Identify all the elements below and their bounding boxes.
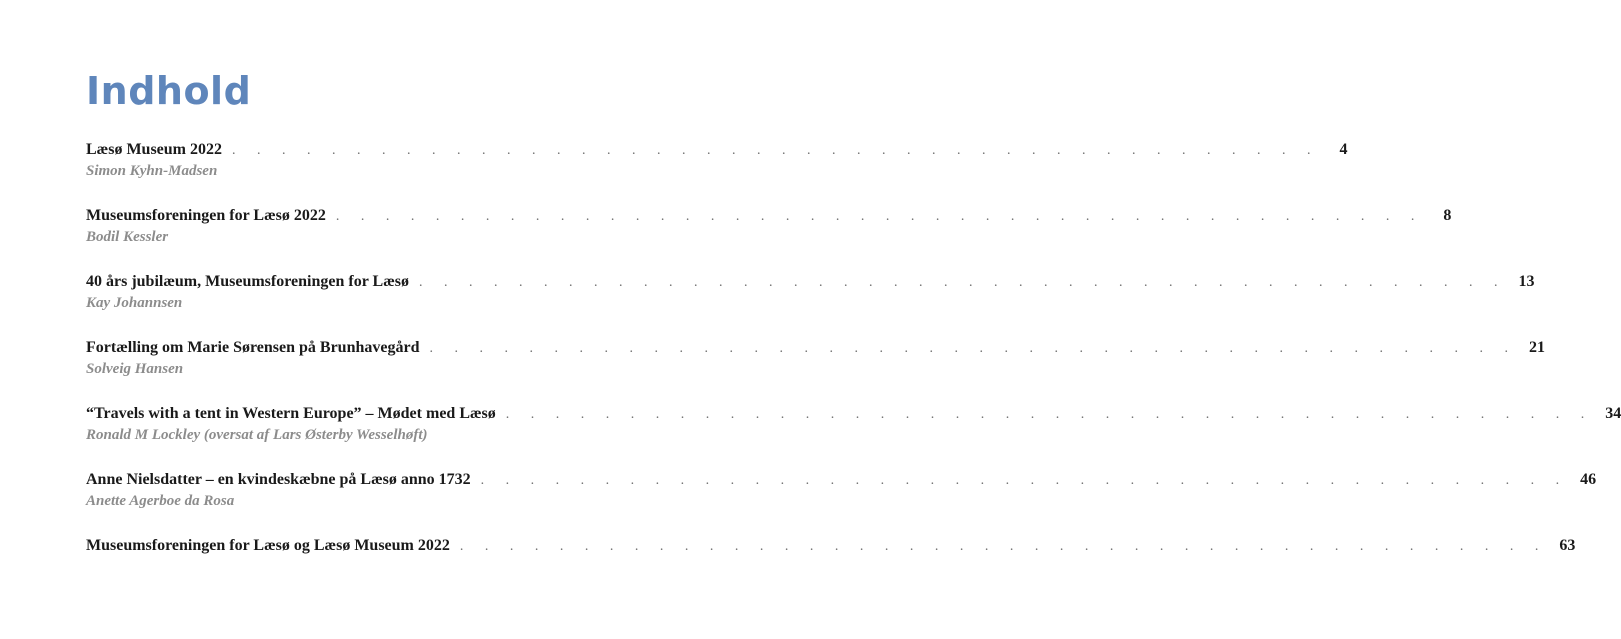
toc-entry-page: 4 [1339, 141, 1348, 158]
toc-entry-4[interactable] [86, 338, 1545, 380]
toc-entry-author: Kay Johannsen [86, 295, 183, 311]
toc-entry-title: Museumsforeningen for Læsø 2022 [86, 207, 326, 224]
toc-entry-line [86, 272, 1535, 292]
toc-entry-title: Fortælling om Marie Sørensen på Brunhavegård [86, 339, 420, 356]
toc-entry-author: Solveig Hansen [86, 361, 184, 377]
toc-entry-author: Bodil Kessler [86, 229, 169, 245]
toc-entry-line [86, 338, 1545, 358]
toc-entry-line [86, 140, 1348, 160]
toc-entry-2[interactable] [86, 206, 1452, 248]
toc-entry-author: Simon Kyhn-Madsen [86, 163, 218, 179]
toc-entry-page: 13 [1518, 273, 1535, 290]
toc-entry-title: “Travels with a tent in Western Europe” – Mødet med Læsø [86, 405, 496, 422]
toc-entry-title: Museumsforeningen for Læsø og Læsø Museum 2022 [86, 537, 450, 554]
toc-entry-line [86, 206, 1452, 226]
toc-entry-line [86, 470, 1597, 490]
toc-entry-7[interactable] [86, 536, 1576, 556]
dot-leader: . . . . . . . . . . . . . . . . . . . . . . . . . . . . . . . . . . . . . . . . . . . . [335, 209, 1424, 224]
toc-entry-page: 8 [1443, 207, 1452, 224]
toc-entry-title: 40 års jubilæum, Museumsforeningen for Læsø [86, 273, 409, 290]
toc-entry-6[interactable] [86, 470, 1597, 512]
toc-entry-page: 63 [1559, 537, 1576, 554]
dot-leader: . . . . . . . . . . . . . . . . . . . . . . . . . . . . . . . . . . . . . . . . . . . . [459, 539, 1548, 554]
toc-entry-author: Anette Agerboe da Rosa [86, 493, 235, 509]
toc-entry-title: Anne Nielsdatter – en kvindeskæbne på Læsø anno 1732 [86, 471, 471, 488]
dot-leader: . . . . . . . . . . . . . . . . . . . . . . . . . . . . . . . . . . . . . . . . . . . . [505, 407, 1594, 422]
toc-entry-page: 34 [1605, 405, 1621, 422]
dot-leader: . . . . . . . . . . . . . . . . . . . . . . . . . . . . . . . . . . . . . . . . . . . . [232, 143, 1320, 158]
toc-entry-page: 21 [1528, 339, 1545, 356]
toc-entry-page: 46 [1580, 471, 1597, 488]
toc-entry-5[interactable] [86, 404, 1621, 446]
dot-leader: . . . . . . . . . . . . . . . . . . . . . . . . . . . . . . . . . . . . . . . . . . . . [418, 275, 1507, 290]
toc-entry-line [86, 536, 1576, 556]
toc-entry-3[interactable] [86, 272, 1535, 314]
page-title: Indhold [86, 69, 252, 113]
toc-entry-title: Læsø Museum 2022 [86, 141, 223, 158]
dot-leader: . . . . . . . . . . . . . . . . . . . . . . . . . . . . . . . . . . . . . . . . . . . . [480, 473, 1569, 488]
toc-entry-author: Ronald M Lockley (oversat af Lars Østerby Wesselhøft) [86, 427, 428, 443]
dot-leader: . . . . . . . . . . . . . . . . . . . . . . . . . . . . . . . . . . . . . . . . . . . . [429, 341, 1517, 356]
toc-entry-line [86, 404, 1621, 424]
toc-entry-1[interactable] [86, 140, 1348, 182]
